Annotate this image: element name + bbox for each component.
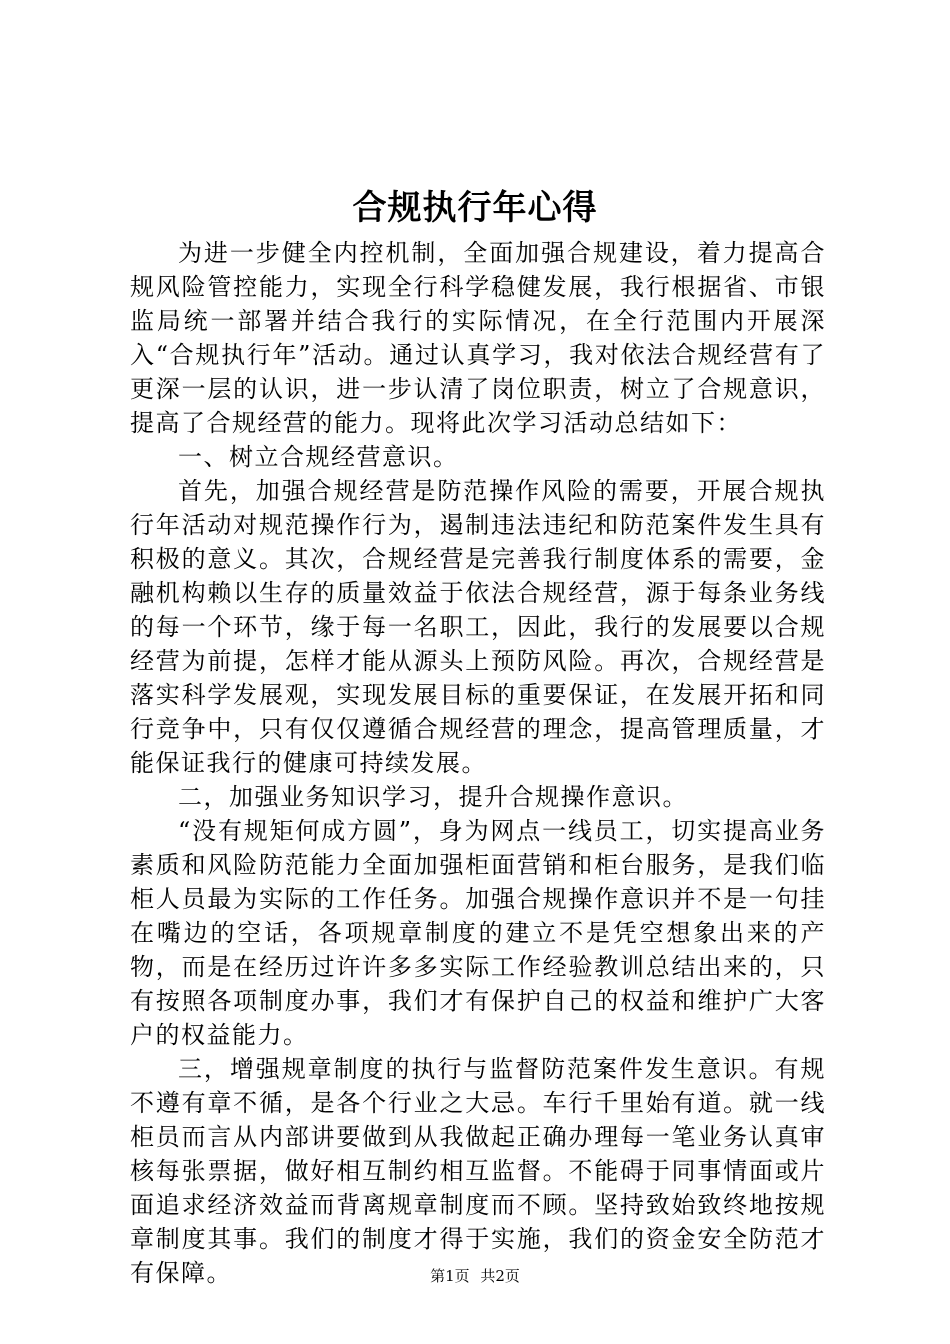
section-heading-1: 一、树立合规经营意识。 (178, 443, 459, 471)
page-footer (0, 1266, 950, 1286)
document-title: 合规执行年心得 (352, 188, 598, 228)
paragraph-section-1: 首先，加强合规经营是防范操作风险的需要，开展合规执行年活动对规范操作行为，遏制违法违纪和防范案件发生具有积极的意义。其次，合规经营是完善我行制度体系的需要，金融机构赖以生存的质量效益于依法合规经营，源于每条业务线的每一个环节，缘于每一名职工，因此，我行的发展要以合规经营为前提，怎样才能从源头上预防风险。再次，合规经营是落实科学发展观，实现发展目标的重要保证，在发展开拓和同行竞争中，只有仅仅遵循合规经营的理念，提高管理质量，才能保证我行的健康可持续发展。 (130, 477, 826, 777)
section-heading-2: 二，加强业务知识学习，提升合规操作意识。 (178, 783, 688, 811)
page-total: 共2页 (480, 1267, 520, 1285)
document-body (130, 236, 826, 1290)
paragraph-section-3: 三，增强规章制度的执行与监督防范案件发生意识。有规不遵有章不循，是各个行业之大忌。车行千里始有道。就一线柜员而言从内部讲要做到从我做起正确办理每一笔业务认真审核每张票据，做好相互制约相互监督。不能碍于同事情面或片面追求经济效益而背离规章制度而不顾。坚持致始致终地按规章制度其事。我们的制度才得于实施，我们的资金安全防范才有保障。 (130, 1055, 826, 1287)
paragraph-intro: 为进一步健全内控机制，全面加强合规建设，着力提高合规风险管控能力，实现全行科学稳健发展，我行根据省、市银监局统一部署并结合我行的实际情况，在全行范围内开展深入“合规执行年”活动。通过认真学习，我对依法合规经营有了更深一层的认识，进一步认清了岗位职责，树立了合规意识，提高了合规经营的能力。现将此次学习活动总结如下： (130, 239, 826, 437)
paragraph-section-2: “没有规矩何成方圆”，身为网点一线员工，切实提高业务素质和风险防范能力全面加强柜面营销和柜台服务，是我们临柜人员最为实际的工作任务。加强合规操作意识并不是一句挂在嘴边的空话，各项规章制度的建立不是凭空想象出来的产物，而是在经历过许许多多实际工作经验教训总结出来的，只有按照各项制度办事，我们才有保护自己的权益和维护广大客户的权益能力。 (130, 817, 826, 1049)
page-number: 第1页 (430, 1267, 470, 1285)
